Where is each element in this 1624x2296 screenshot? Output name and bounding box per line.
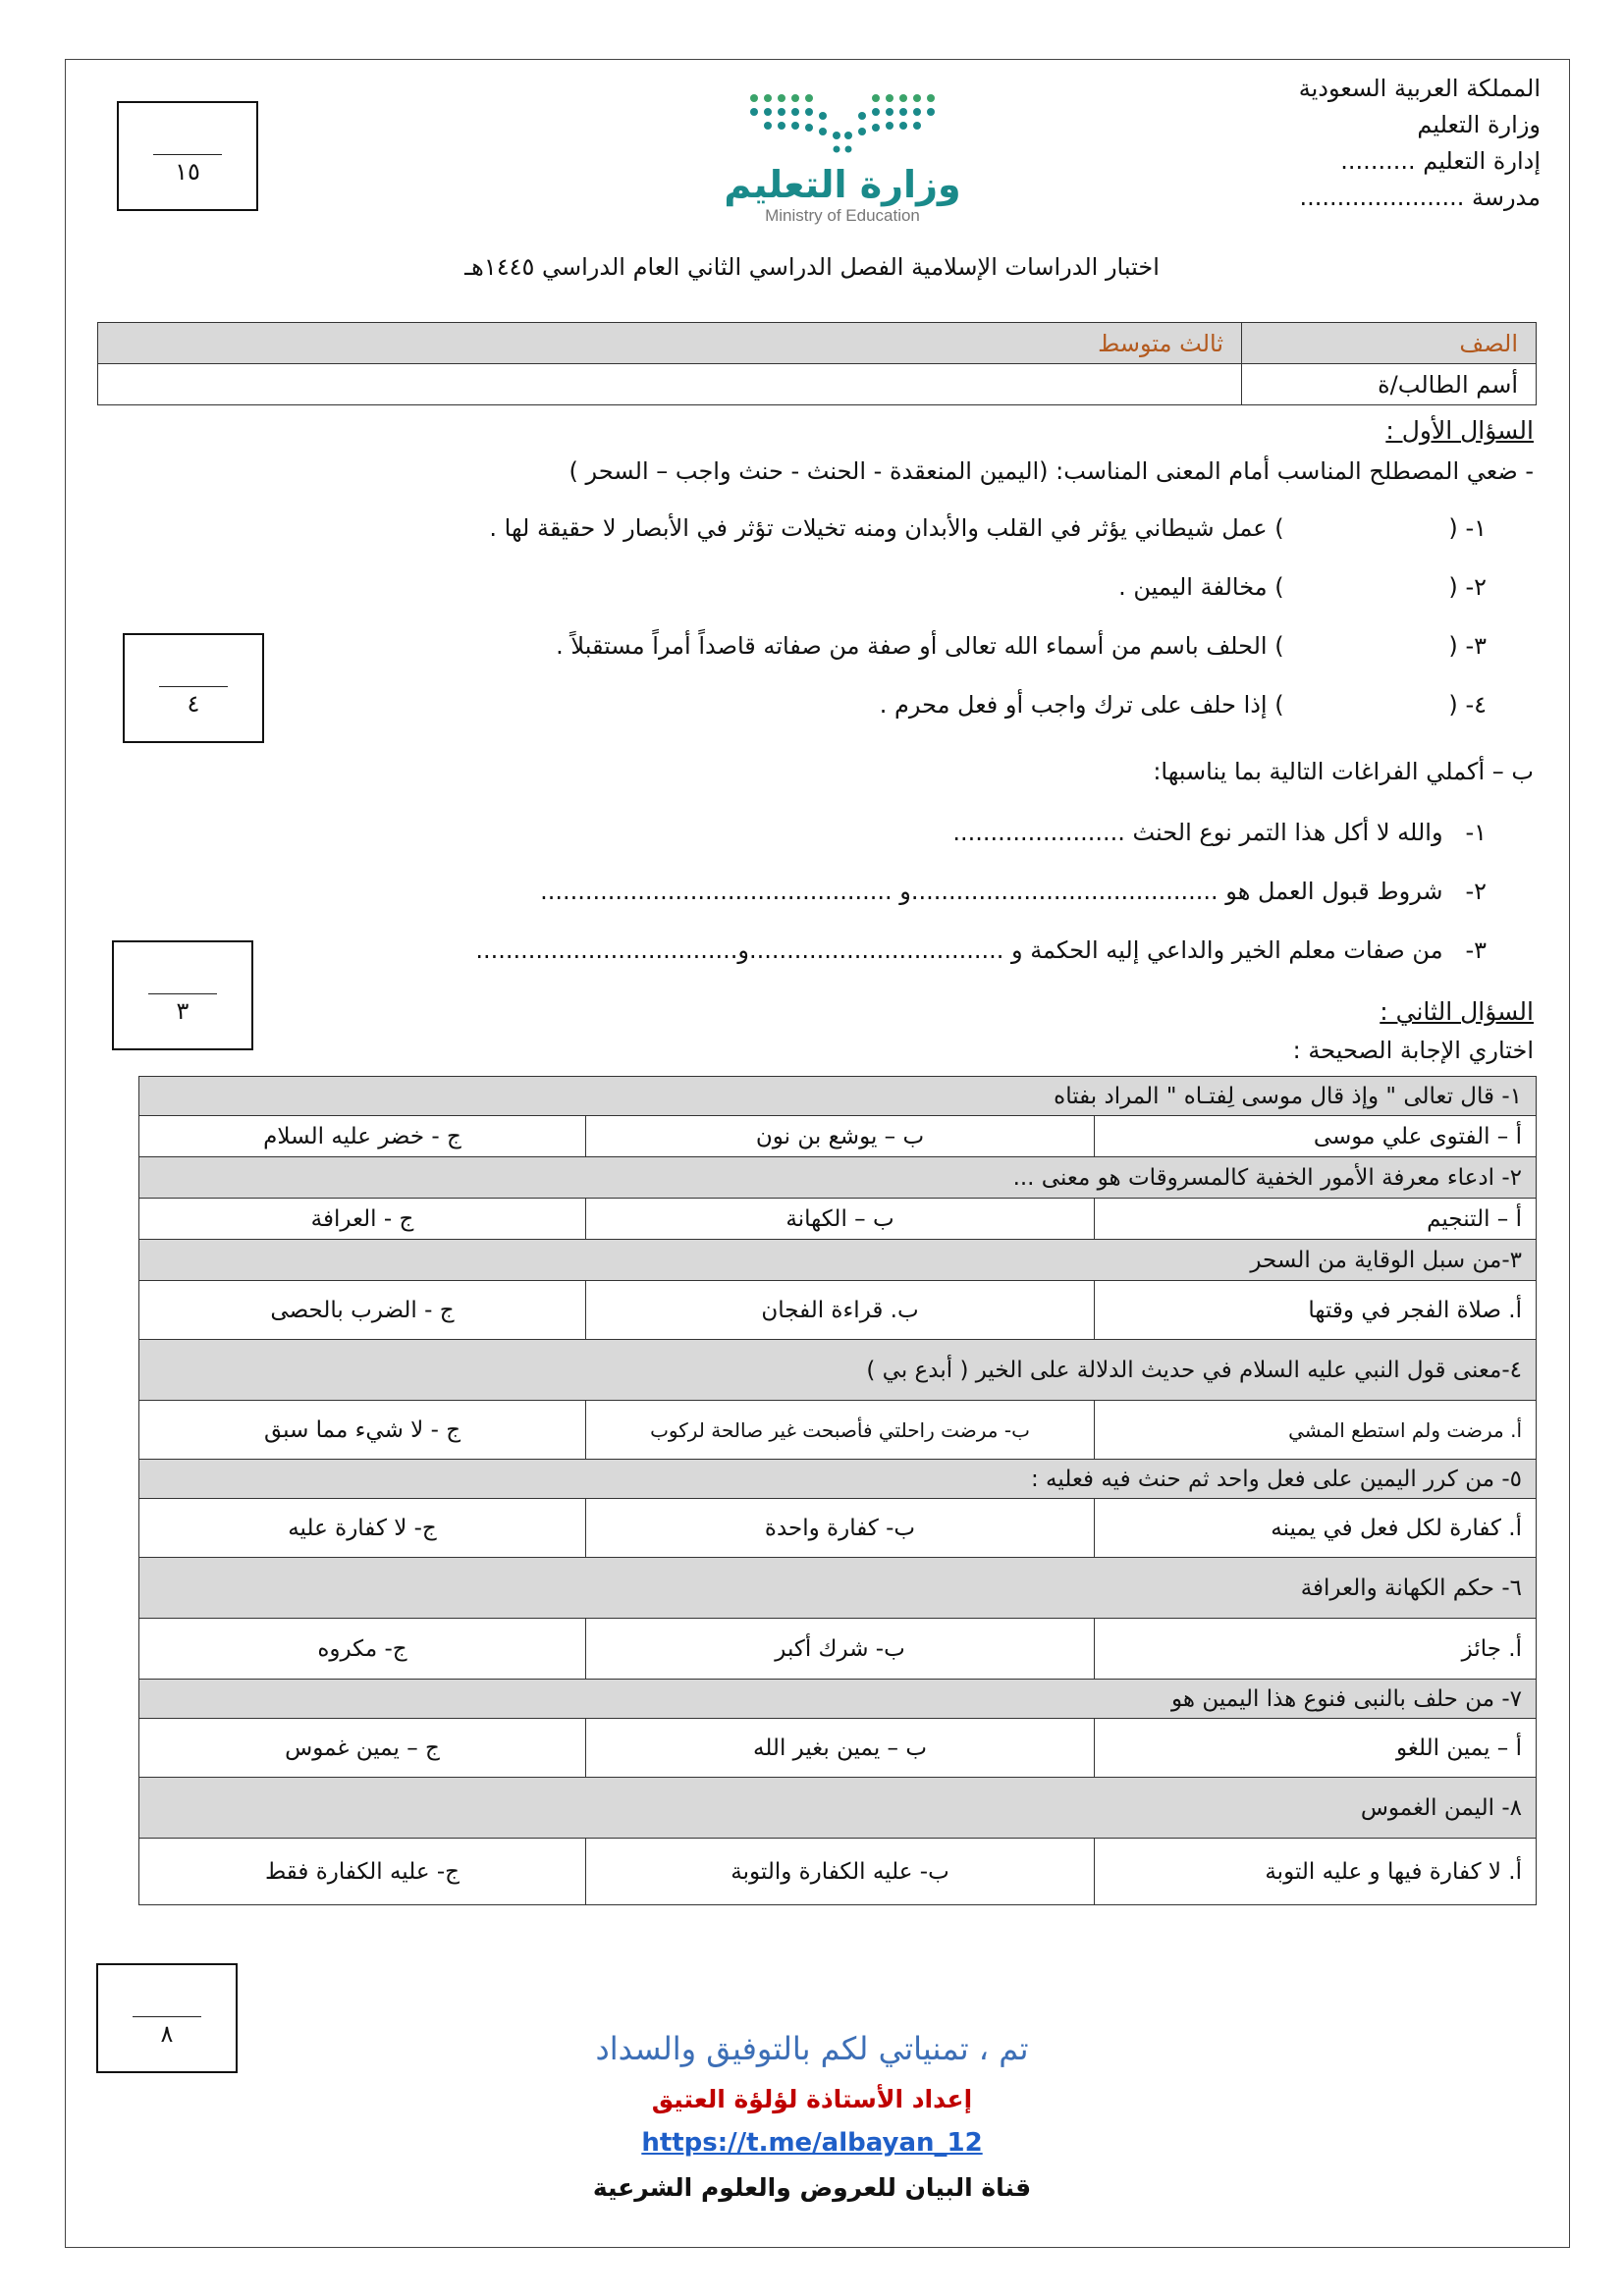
options-row xyxy=(139,1839,1537,1905)
logo-arabic-text: وزارة التعليم xyxy=(724,163,961,206)
option-b[interactable]: ب. قراءة الفجان xyxy=(586,1281,1095,1340)
telegram-link[interactable]: https://t.me/albayan_12 xyxy=(641,2128,983,2158)
question-row xyxy=(139,1157,1537,1199)
question-row xyxy=(139,1240,1537,1281)
item-number: ٣- xyxy=(1465,632,1487,660)
student-row xyxy=(98,364,1537,405)
item-text: عمل شيطاني يؤثر في القلب والأبدان ومنه تخيلات تؤثر في الأبصار لا حقيقة لها . xyxy=(489,514,1268,542)
q1-heading: السؤال الأول : xyxy=(1385,416,1534,445)
option-c[interactable]: ج - العرافة xyxy=(139,1199,586,1240)
fill-item xyxy=(475,936,1487,964)
option-a[interactable]: أ – التنجيم xyxy=(1095,1199,1537,1240)
question-row xyxy=(139,1680,1537,1719)
option-b[interactable]: ب – الكهانة xyxy=(586,1199,1095,1240)
option-b[interactable]: ب- شرك أكبر xyxy=(586,1619,1095,1680)
student-info-table xyxy=(97,322,1537,405)
question-text: ٨- اليمن الغموس xyxy=(139,1778,1537,1839)
part-b-heading: ب – أكملي الفراغات التالية بما يناسبها: xyxy=(1153,758,1534,785)
options-row xyxy=(139,1281,1537,1340)
q1-item xyxy=(489,514,1487,542)
part-b-score-box xyxy=(112,940,253,1050)
footer-author: إعداد الأستاذة لؤلؤة العتيق xyxy=(651,2085,973,2113)
ministry-logo xyxy=(705,86,980,243)
q2-instruction: اختاري الإجابة الصحيحة : xyxy=(1292,1037,1534,1064)
student-name-field[interactable] xyxy=(98,364,1242,405)
option-c[interactable]: ج- لا كفارة عليه xyxy=(139,1499,586,1558)
q1-item xyxy=(880,691,1487,719)
options-row xyxy=(139,1199,1537,1240)
question-text: ٣-من سبل الوقاية من السحر xyxy=(139,1240,1537,1281)
options-row xyxy=(139,1619,1537,1680)
options-row xyxy=(139,1116,1537,1157)
option-c[interactable]: ج - لا شيء مما سبق xyxy=(139,1401,586,1460)
question-text: ١- قال تعالى " وإذ قال موسى لِفتـاه " المراد بفتاه xyxy=(139,1077,1537,1116)
mcq-table xyxy=(138,1076,1537,1905)
option-c[interactable]: ج – يمين غموس xyxy=(139,1719,586,1778)
footer-wish: تم ، تمنياتي لكم بالتوفيق والسداد xyxy=(595,2030,1029,2067)
school-name: مدرسة ...................... xyxy=(1299,184,1541,211)
question-text: ٥- من كرر اليمين على فعل واحد ثم حنث فيه فعليه : xyxy=(139,1460,1537,1499)
option-a[interactable]: أ. صلاة الفجر في وقتها xyxy=(1095,1281,1537,1340)
option-b[interactable]: ب – يوشع بن نون xyxy=(586,1116,1095,1157)
option-a[interactable]: أ. جائز xyxy=(1095,1619,1537,1680)
option-c[interactable]: ج- مكروه xyxy=(139,1619,586,1680)
fill-item xyxy=(952,819,1487,846)
part-b-score: ٣ xyxy=(176,997,189,1025)
answer-bracket[interactable]: ( ) xyxy=(1274,573,1458,601)
option-b[interactable]: ب- مرضت راحلتي فأصبحت غير صالحة لركوب xyxy=(586,1401,1095,1460)
question-row xyxy=(139,1077,1537,1116)
fill-text[interactable]: من صفات معلم الخير والداعي إليه الحكمة و ..................................و................................... xyxy=(475,936,1443,964)
total-score: ١٥ xyxy=(175,158,200,186)
option-a[interactable]: أ. مرضت ولم استطع المشي xyxy=(1095,1401,1537,1460)
option-b[interactable]: ب- عليه الكفارة والتوبة xyxy=(586,1839,1095,1905)
item-number: ٢- xyxy=(1465,878,1487,905)
question-text: ٢- ادعاء معرفة الأمور الخفية كالمسروقات هو معنى ... xyxy=(139,1157,1537,1199)
options-row xyxy=(139,1499,1537,1558)
grade-value: ثالث متوسط xyxy=(98,323,1242,364)
answer-bracket[interactable]: ( ) xyxy=(1274,632,1458,660)
logo-dots-icon xyxy=(734,86,950,155)
option-c[interactable]: ج - الضرب بالحصى xyxy=(139,1281,586,1340)
student-label: أسم الطالب/ة xyxy=(1242,364,1537,405)
item-text: الحلف باسم من أسماء الله تعالى أو صفة من صفاته قاصداً أمراً مستقبلاً . xyxy=(556,632,1268,660)
question-text: ٦- حكم الكهانة والعرافة xyxy=(139,1558,1537,1619)
item-number: ٣- xyxy=(1465,936,1487,964)
fill-item xyxy=(540,878,1487,905)
part-a-score: ٤ xyxy=(187,690,200,718)
q1-item xyxy=(556,632,1487,660)
option-a[interactable]: أ – يمين اللغو xyxy=(1095,1719,1537,1778)
part-a-score-box xyxy=(123,633,264,743)
grade-row xyxy=(98,323,1537,364)
option-a[interactable]: أ – الفتوى علي موسى xyxy=(1095,1116,1537,1157)
q2-heading: السؤال الثاني : xyxy=(1380,997,1534,1026)
question-row xyxy=(139,1340,1537,1401)
options-row xyxy=(139,1719,1537,1778)
item-number: ١- xyxy=(1465,514,1487,542)
item-text: مخالفة اليمين . xyxy=(1118,573,1268,601)
header-block xyxy=(1299,71,1541,216)
item-number: ١- xyxy=(1465,819,1487,846)
option-c[interactable]: ج - خضر عليه السلام xyxy=(139,1116,586,1157)
option-b[interactable]: ب- كفارة واحدة xyxy=(586,1499,1095,1558)
question-text: ٤-معنى قول النبي عليه السلام في حديث الدلالة على الخير ( أبدع بي ) xyxy=(139,1340,1537,1401)
question-row xyxy=(139,1460,1537,1499)
footer-channel: قناة البيان للعروض والعلوم الشرعية xyxy=(592,2173,1032,2202)
options-row xyxy=(139,1401,1537,1460)
option-c[interactable]: ج- عليه الكفارة فقط xyxy=(139,1839,586,1905)
item-text: إذا حلف على ترك واجب أو فعل محرم . xyxy=(879,691,1268,719)
q1-instruction: - ضعي المصطلح المناسب أمام المعنى المناسب: (اليمين المنعقدة - الحنث - حنث واجب – السحر ) xyxy=(568,457,1534,485)
ministry-name: وزارة التعليم xyxy=(1417,111,1541,138)
score-line xyxy=(148,993,217,994)
question-row xyxy=(139,1558,1537,1619)
answer-bracket[interactable]: ( ) xyxy=(1274,691,1458,719)
answer-bracket[interactable]: ( ) xyxy=(1274,514,1458,542)
option-a[interactable]: أ. لا كفارة فيها و عليه التوبة xyxy=(1095,1839,1537,1905)
question-row xyxy=(139,1778,1537,1839)
score-line xyxy=(153,154,222,155)
q1-item xyxy=(1118,573,1487,601)
department-name: إدارة التعليم .......... xyxy=(1340,147,1541,175)
option-b[interactable]: ب – يمين بغير الله xyxy=(586,1719,1095,1778)
option-a[interactable]: أ. كفارة لكل فعل في يمينه xyxy=(1095,1499,1537,1558)
grade-label: الصف xyxy=(1242,323,1537,364)
fill-text[interactable]: شروط قبول العمل هو .........................................و ............................................... xyxy=(540,878,1443,905)
logo-english-text: Ministry of Education xyxy=(765,206,920,225)
q2-score: ٨ xyxy=(160,2020,174,2048)
exam-title: اختبار الدراسات الإسلامية الفصل الدراسي الثاني العام الدراسي ١٤٤٥هـ xyxy=(464,253,1160,281)
item-number: ٤- xyxy=(1465,691,1487,719)
country-name: المملكة العربية السعودية xyxy=(1298,75,1541,102)
item-number: ٢- xyxy=(1465,573,1487,601)
score-line xyxy=(133,2016,201,2017)
score-line xyxy=(159,686,228,687)
total-score-box xyxy=(117,101,258,211)
fill-text[interactable]: والله لا أكل هذا التمر نوع الحنث ....................... xyxy=(952,819,1443,846)
question-text: ٧- من حلف بالنبى فنوع هذا اليمين هو xyxy=(139,1680,1537,1719)
